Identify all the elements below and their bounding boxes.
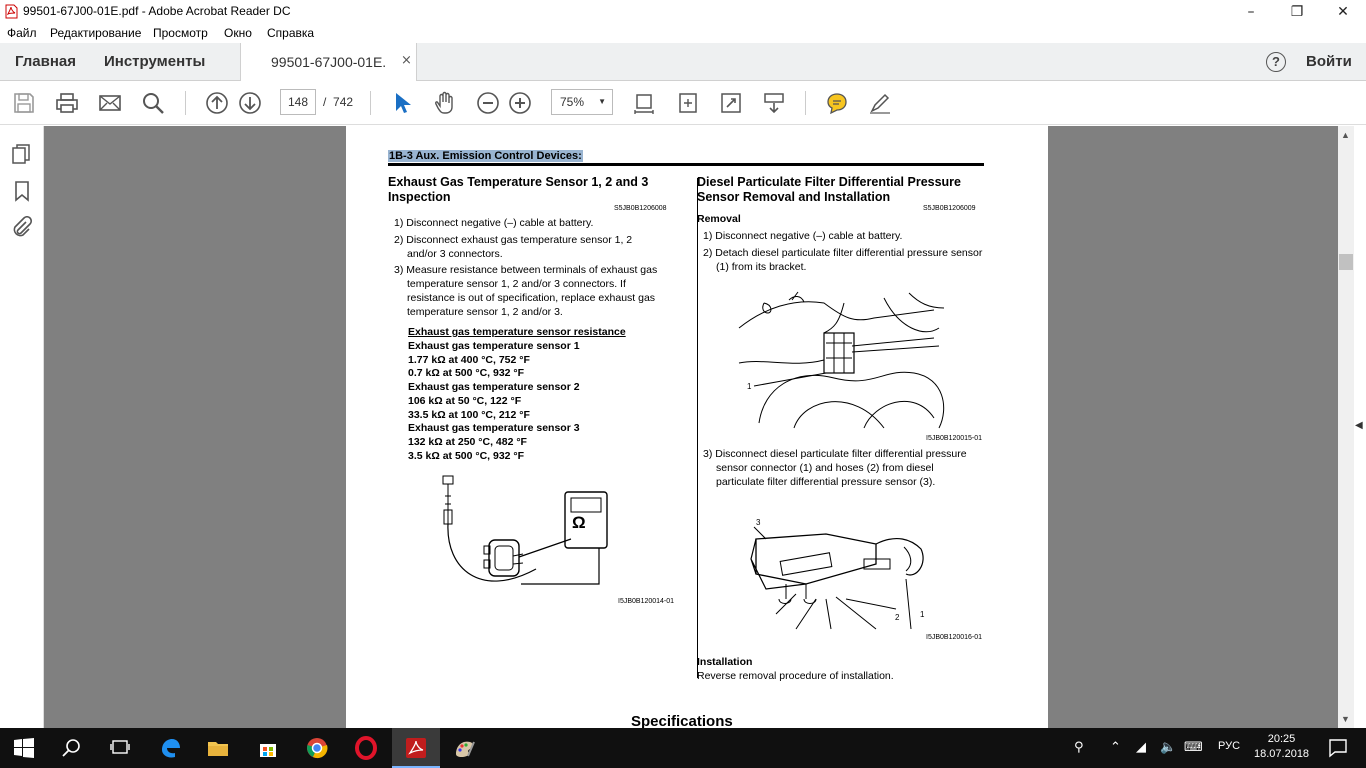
toolbar-separator xyxy=(370,91,371,115)
toolbar xyxy=(0,81,1366,125)
sensor-1-value-a: 1.77 kΩ at 400 °C, 752 °F xyxy=(408,354,530,366)
menu-edit[interactable]: Редактирование xyxy=(50,26,142,40)
bookmark-icon[interactable] xyxy=(11,180,33,202)
page-header: 1B-3 Aux. Emission Control Devices: xyxy=(389,150,582,162)
pages-panel-icon[interactable] xyxy=(11,143,33,165)
zoom-value: 75% xyxy=(560,95,585,109)
fit-width-icon[interactable] xyxy=(676,91,700,115)
attachment-icon[interactable] xyxy=(11,216,33,238)
figure2-label-1: 1 xyxy=(920,610,925,619)
network-icon[interactable]: ◢ xyxy=(1136,740,1146,755)
zoom-out-icon[interactable] xyxy=(476,91,500,115)
toolbar-separator xyxy=(805,91,806,115)
page-separator: / xyxy=(323,95,327,109)
acrobat-icon[interactable] xyxy=(404,736,428,760)
help-icon[interactable]: ? xyxy=(1266,52,1286,72)
menu-window[interactable]: Окно xyxy=(224,26,252,40)
chevron-down-icon: ▼ xyxy=(598,97,606,106)
tools-tab[interactable]: Инструменты xyxy=(104,53,206,70)
task-view-icon[interactable] xyxy=(108,736,132,760)
pdf-file-icon xyxy=(5,4,18,19)
toolbar-separator xyxy=(185,91,186,115)
close-button[interactable]: ✕ xyxy=(1337,3,1349,20)
spec-title: Exhaust gas temperature sensor resistance xyxy=(408,326,626,338)
chevron-up-icon[interactable]: ⌃ xyxy=(1110,740,1121,755)
installation-heading: Installation xyxy=(697,656,753,668)
zoom-in-icon[interactable] xyxy=(508,91,532,115)
restore-button[interactable]: ❐ xyxy=(1290,3,1304,20)
notifications-icon[interactable] xyxy=(1326,736,1350,760)
sensor-3-label: Exhaust gas temperature sensor 3 xyxy=(408,422,580,434)
scroll-mode-icon[interactable] xyxy=(762,91,786,115)
minimize-button[interactable]: – xyxy=(1247,3,1255,20)
clock[interactable] xyxy=(1254,732,1309,762)
edge-browser-icon[interactable] xyxy=(158,736,182,760)
zoom-select[interactable] xyxy=(551,89,613,115)
right-step-2: 2) Detach diesel particulate filter differential pressure sensor (1) from its bracket. xyxy=(703,247,983,273)
menu-help[interactable]: Справка xyxy=(267,26,315,40)
right-figure2-code: I5JB0B120016-01 xyxy=(926,634,983,641)
pdf-page xyxy=(346,126,1048,728)
title-bar xyxy=(0,0,1366,23)
left-section-title: Exhaust Gas Temperature Sensor 1, 2 and 3 Inspection xyxy=(388,175,649,204)
language-indicator[interactable]: РУС xyxy=(1218,740,1241,752)
ohmmeter-diagram xyxy=(441,474,621,600)
print-icon[interactable] xyxy=(55,91,79,115)
menu-bar xyxy=(0,23,1366,43)
left-figure-code: I5JB0B120014-01 xyxy=(618,598,675,605)
removal-heading: Removal xyxy=(697,213,741,225)
document-viewer[interactable] xyxy=(44,126,1338,728)
specifications-heading: Specifications xyxy=(631,713,733,728)
signin-button[interactable]: Войти xyxy=(1306,53,1352,70)
menu-file[interactable]: Файл xyxy=(7,26,37,40)
page-number-input[interactable]: 148 xyxy=(280,89,316,115)
file-explorer-icon[interactable] xyxy=(206,736,230,760)
left-panel xyxy=(0,126,44,728)
left-step-1: 1) Disconnect negative (–) cable at battery. xyxy=(394,217,594,229)
left-step-2: 2) Disconnect exhaust gas temperature sensor 1, 2 and/or 3 connectors. xyxy=(394,234,633,260)
header-rule xyxy=(388,163,984,166)
right-section-title: Diesel Particulate Filter Differential Pressure Sensor Removal and Installation xyxy=(697,175,961,204)
chrome-icon[interactable] xyxy=(305,736,329,760)
search-icon[interactable] xyxy=(60,736,84,760)
column-divider xyxy=(697,178,698,678)
right-figure1-code: I5JB0B120015-01 xyxy=(926,435,983,442)
figure2-label-3: 3 xyxy=(756,518,761,527)
sensor-2-value-b: 33.5 kΩ at 100 °C, 212 °F xyxy=(408,409,530,421)
save-icon[interactable] xyxy=(12,91,36,115)
left-step-3: 3) Measure resistance between terminals of exhaust gas temperature sensor 1, 2 and/or 3 connectors. If resistance is out of specification, replace exhaust gas temperature sensor 1, 2 and/or 3. xyxy=(394,264,658,318)
right-step-3: 3) Disconnect diesel particulate filter differential pressure sensor connector (1) and hoses (2) from diesel particulate filter differential pressure sensor (3). xyxy=(703,448,967,488)
collapse-right-panel-icon[interactable]: ◀ xyxy=(1355,420,1363,431)
opera-icon[interactable] xyxy=(354,736,378,760)
previous-page-icon[interactable] xyxy=(205,91,229,115)
sensor-3-value-b: 3.5 kΩ at 500 °C, 932 °F xyxy=(408,450,525,462)
page-total-number: 742 xyxy=(333,95,354,109)
sensor-2-label: Exhaust gas temperature sensor 2 xyxy=(408,381,580,393)
figure1-label-1: 1 xyxy=(747,382,752,391)
people-icon[interactable]: ⚲ xyxy=(1074,740,1084,755)
menu-view[interactable]: Просмотр xyxy=(153,26,208,40)
installation-text: Reverse removal procedure of installation. xyxy=(697,670,894,682)
taskbar xyxy=(0,728,1366,768)
left-section-code: S5JB0B1206008 xyxy=(614,205,667,212)
clock-date: 18.07.2018 xyxy=(1254,748,1310,760)
ohm-symbol: Ω xyxy=(572,513,586,532)
highlight-pen-icon[interactable] xyxy=(868,91,892,115)
store-icon[interactable] xyxy=(256,736,280,760)
email-icon[interactable] xyxy=(98,91,122,115)
document-tab-label: 99501-67J00-01E. xyxy=(271,54,387,70)
sensor-3-value-a: 132 kΩ at 250 °C, 482 °F xyxy=(408,436,527,448)
fit-page-icon[interactable] xyxy=(632,91,656,115)
full-screen-icon[interactable] xyxy=(719,91,743,115)
nav-bar xyxy=(0,43,1366,81)
sensor-1-label: Exhaust gas temperature sensor 1 xyxy=(408,340,580,352)
volume-icon[interactable]: 🔈 xyxy=(1160,740,1177,755)
engine-bay-diagram xyxy=(734,288,954,434)
pressure-sensor-diagram xyxy=(746,519,936,634)
hand-tool-icon[interactable] xyxy=(433,91,457,115)
scrollbar-thumb[interactable] xyxy=(1339,254,1353,270)
clock-time: 20:25 xyxy=(1267,733,1296,745)
vertical-scrollbar[interactable] xyxy=(1338,126,1354,728)
scroll-up-icon[interactable]: ▲ xyxy=(1341,130,1350,140)
window-title: 99501-67J00-01E.pdf - Adobe Acrobat Reader DC xyxy=(23,4,291,18)
search-icon[interactable] xyxy=(141,91,165,115)
document-tab[interactable] xyxy=(240,43,417,81)
paint-app-icon[interactable] xyxy=(452,736,476,760)
scroll-down-icon[interactable]: ▼ xyxy=(1341,714,1350,724)
sensor-1-value-b: 0.7 kΩ at 500 °C, 932 °F xyxy=(408,367,525,379)
next-page-icon[interactable] xyxy=(238,91,262,115)
close-tab-icon[interactable]: × xyxy=(401,53,412,68)
right-step-1: 1) Disconnect negative (–) cable at battery. xyxy=(703,230,903,242)
sensor-2-value-a: 106 kΩ at 50 °C, 122 °F xyxy=(408,395,522,407)
page-total xyxy=(323,95,353,109)
right-section-code: S5JB0B1206009 xyxy=(923,205,976,212)
figure2-label-2: 2 xyxy=(895,613,900,622)
select-cursor-icon[interactable] xyxy=(390,91,414,115)
home-tab[interactable]: Главная xyxy=(15,53,77,70)
keyboard-icon[interactable]: ⌨ xyxy=(1184,740,1203,755)
windows-start-icon[interactable] xyxy=(12,736,36,760)
comment-icon[interactable] xyxy=(825,91,849,115)
